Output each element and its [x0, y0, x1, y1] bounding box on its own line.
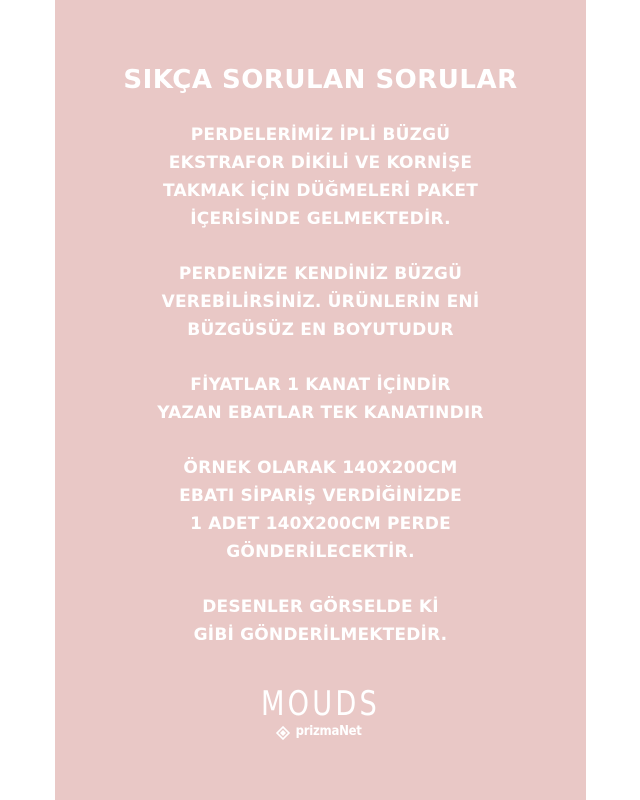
faq-line: EKSTRAFOR DİKİLİ VE KORNİŞE [168, 153, 473, 173]
brand-logo [55, 684, 586, 764]
page-title: SIKÇA SORULAN SORULAR [123, 65, 518, 95]
faq-line: VEREBİLİRSİNİZ. ÜRÜNLERİN ENİ [161, 292, 480, 312]
faq-line: 1 ADET 140X200CM PERDE [190, 514, 451, 534]
faq-line: TAKMAK İÇİN DÜĞMELERİ PAKET [162, 181, 479, 201]
faq-block-2 [55, 260, 586, 344]
faq-line: BÜZGÜSÜZ EN BOYUTUDUR [187, 320, 454, 340]
faq-line: PERDELERİMİZ İPLİ BÜZGÜ [190, 125, 451, 145]
faq-line: GÖNDERİLECEKTİR. [226, 542, 415, 562]
faq-blocks [55, 121, 586, 676]
faq-line: DESENLER GÖRSELDE Kİ [202, 597, 439, 617]
faq-line: YAZAN EBATLAR TEK KANATINDIR [157, 403, 484, 423]
faq-line: PERDENİZE KENDİNİZ BÜZGÜ [178, 264, 463, 284]
faq-block-3 [55, 371, 586, 427]
faq-line: ÖRNEK OLARAK 140X200CM [183, 458, 458, 478]
prizma-logo-icon [276, 725, 290, 739]
faq-block-1 [55, 121, 586, 233]
faq-line: GİBİ GÖNDERİLMEKTEDİR. [193, 625, 448, 645]
faq-line: EBATI SİPARİŞ VERDİĞİNİZDE [179, 486, 462, 506]
mouds-logo: MOUDS [261, 684, 380, 724]
faq-line: İÇERİSİNDE GELMEKTEDİR. [190, 209, 451, 229]
prizmanet-logo-text: prizmaNet [295, 724, 362, 739]
faq-block-5 [55, 593, 586, 649]
prizmanet-logo [276, 724, 365, 739]
faq-card [55, 0, 586, 800]
faq-block-4 [55, 454, 586, 566]
faq-line: FİYATLAR 1 KANAT İÇİNDİR [190, 375, 451, 395]
